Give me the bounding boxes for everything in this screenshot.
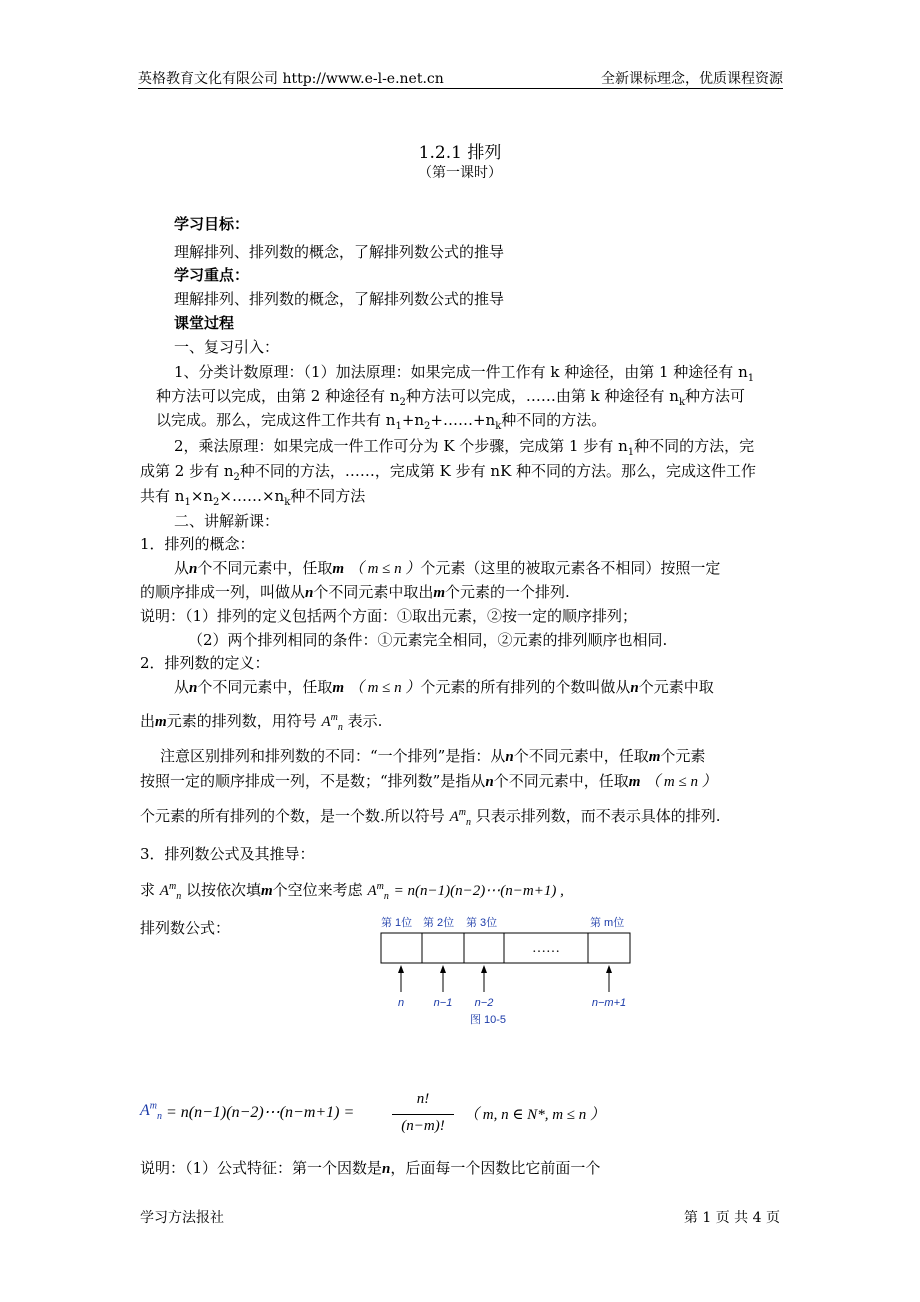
header-right: 全新课标理念，优质课程资源 [601,71,783,87]
review-heading: 一、复习引入： [174,338,280,356]
arrow-label-2: n−1 [433,997,453,1009]
header-rule [138,88,783,89]
symbol-A: $A^m_n$ [321,712,343,733]
arrow-label-1: n [397,997,405,1009]
doc-title: 1.2.1 排列 [418,143,502,163]
arrow-label-m: n−m+1 [591,997,627,1009]
formula-lhs: $A^m_n$ [140,1100,163,1123]
formula-condition: （ m, n ∈ N*, m ≤ n ） [464,1107,606,1123]
footer-page: 第 1 页 共 4 页 [683,1210,780,1226]
p1-line2: 种方法可以完成，由第 2 种途径有 $n_2$种方法可以完成，……由第 k 种途径有 $n_k$种方法可 [156,387,746,408]
goal-text: 理解排列、排列数的概念，了解排列数公式的推导 [174,243,505,261]
footer-left: 学习方法报社 [140,1210,224,1226]
s3-line2: 排列数公式： [140,919,231,937]
slot-label-1: 第 1位 [381,917,413,929]
goal-heading: 学习目标： [174,215,250,233]
arrow-label-3: n−2 [474,997,494,1009]
arrowhead-3 [481,965,487,973]
slot-label-2: 第 2位 [423,917,455,929]
arrowhead-2 [440,965,446,973]
slot-dots: …… [532,941,560,956]
slot-diagram-svg [378,912,638,1028]
header-left: 英格教育文化有限公司 http://www.e-l-e.net.cn [138,71,444,87]
s2-line1: 从n个不同元素中，任取m （ m ≤ n ）个元素的所有排列的个数叫做从n个元素中取 [174,678,714,696]
slot-row [381,933,630,963]
s3-heading: 3．排列数公式及其推导： [140,845,315,863]
s2-line4: 按照一定的顺序排成一列，不是数；“排列数”是指从n个不同元素中，任取m （ m ≤ n ） [140,772,717,790]
diagram-caption: 图 10-5 [469,1014,507,1026]
process-heading: 课堂过程 [174,314,235,332]
note3: 说明：（1）公式特征：第一个因数是n，后面每一个因数比它前面一个 [140,1159,601,1177]
key-heading: 学习重点： [174,266,250,284]
s1-line1: 从n个不同元素中，任取m （ m ≤ n ）个元素（这里的被取元素各不相同）按照一定 [174,559,721,577]
s2-line2: 出m元素的排列数，用符号 $A^m_n$ 表示. [140,712,383,733]
s1-heading: 1．排列的概念： [140,535,255,553]
slot-label-m: 第 m位 [590,917,625,929]
note2: （2）两个排列相同的条件：①元素完全相同，②元素的排列顺序也相同. [188,631,668,649]
formula-frac-den: (n−m)! [401,1118,445,1134]
note1: 说明：（1）排列的定义包括两个方面：①取出元素，②按一定的顺序排列； [140,607,638,625]
s2-line3: 注意区别排列和排列数的不同：“一个排列”是指：从n个不同元素中，任取m个元素 [160,747,706,765]
formula-product: = n(n−1)(n−2)⋯(n−m+1) = [166,1104,355,1121]
p2-line3: 共有 $n_1\times n_2\times\dots\dots\times n_k$种不同方法 [140,487,366,508]
new-heading: 二、讲解新课： [174,512,280,530]
slot-label-3: 第 3位 [466,917,498,929]
s2-line5: 个元素的所有排列的个数，是一个数.所以符号 $A^m_n$ 只表示排列数，而不表示具体的排列. [140,807,721,828]
p1-line3: 以完成。那么，完成这件工作共有 $n_1+n_2+\dots\dots+n_k$种不同的方法。 [156,411,607,432]
p2-line2: 成第 2 步有 $n_2$种不同的方法，……，完成第 K 步有 nK 种不同的方法。那么，完成这件工作 [140,462,757,483]
p2-line1: 2，乘法原理：如果完成一件工作可分为 K 个步骤，完成第 1 步有 $n_1$种不同的方法，完 [174,437,755,458]
slot-diagram [378,912,638,1028]
p1-line1: 1、分类计数原理：（1）加法原理：如果完成一件工作有 k 种途径，由第 1 种途径有 $n_1$ [174,363,755,384]
arrowhead-m [606,965,612,973]
doc-subtitle: （第一课时） [418,165,502,181]
fraction-bar [392,1114,454,1115]
s2-heading: 2．排列数的定义： [140,654,270,672]
key-text: 理解排列、排列数的概念，了解排列数公式的推导 [174,290,505,308]
formula-frac-num: n! [416,1091,430,1107]
arrowhead-1 [398,965,404,973]
s3-line1: 求 $A^m_n$ 以按依次填m个空位来考虑 $A^m_n$ = n(n−1)(n−2)⋯(n−m+1) , [140,881,564,902]
s1-line2: 的顺序排成一列，叫做从n个不同元素中取出m个元素的一个排列. [140,583,570,601]
